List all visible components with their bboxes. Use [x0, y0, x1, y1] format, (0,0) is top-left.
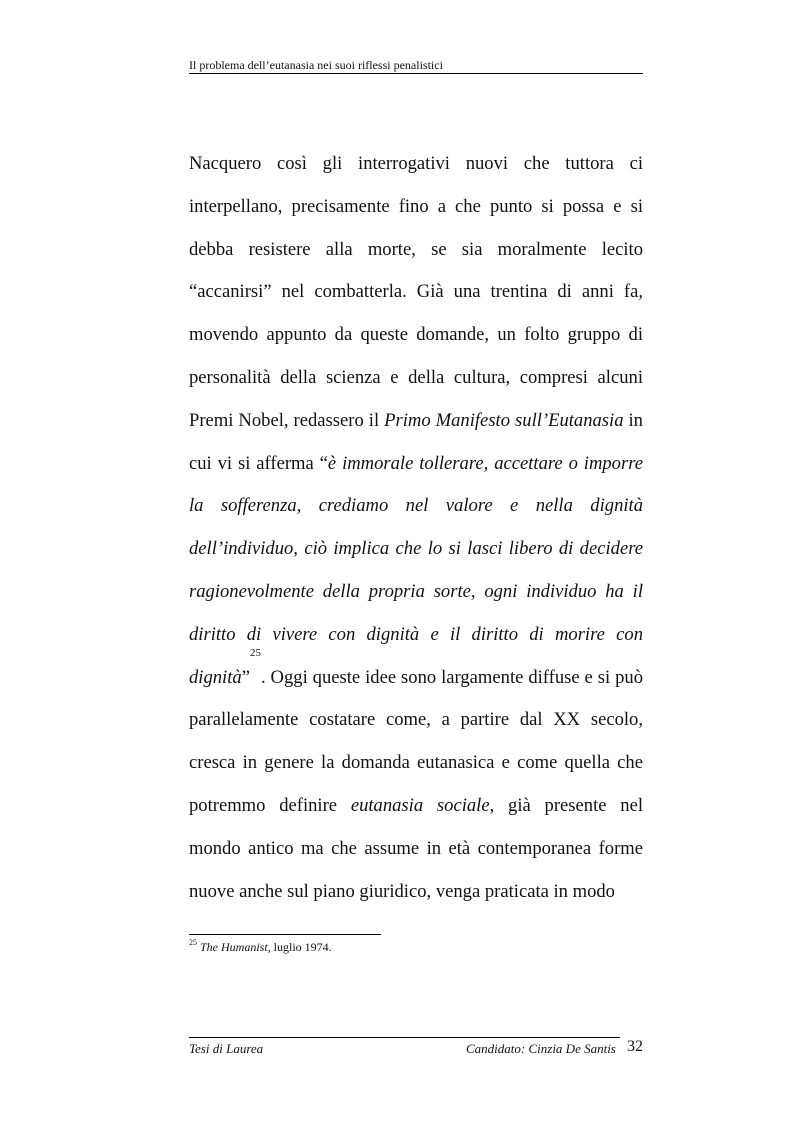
- footnote-source: The Humanist: [200, 940, 268, 954]
- footnote-detail: , luglio 1974.: [267, 940, 332, 954]
- body-text-segment: , già presente nel mondo antico ma che assume in età contemporanea forme nuove anche sul piano giuridico, venga praticata in modo: [189, 794, 643, 902]
- body-text-segment: in cui vi si afferma “: [189, 409, 643, 474]
- footer-rule: [189, 1037, 620, 1038]
- term-eutanasia-sociale: eutanasia sociale: [350, 794, 490, 816]
- footer-thesis-label: Tesi di Laurea: [189, 1041, 264, 1056]
- footer-candidate: Candidato: Cinzia De Santis: [466, 1041, 616, 1056]
- body-paragraph: [189, 143, 643, 913]
- running-header: Il problema dell’eutanasia nei suoi riflessi penalistici: [189, 58, 443, 72]
- footnote-number: 25: [189, 938, 197, 947]
- footnote-rule: [189, 934, 381, 935]
- footnote-reference: 25: [249, 646, 261, 659]
- page-number: 32: [627, 1038, 643, 1055]
- body-text-segment: Nacquero così gli interrogativi nuovi che tuttora ci interpellano, precisamente fino a che punto si possa e si debba resistere alla morte, se sia moralmente lecito “accanirsi” nel combatterla. Già una trentina di anni fa, movendo appunto da queste domande, un folto gruppo di personalità della scienza e della cultura, compresi alcuni Premi Nobel, redassero il: [189, 153, 643, 431]
- manifesto-title: Primo Manifesto sull’Eutanasia: [384, 409, 624, 431]
- body-text-segment: . Oggi queste idee sono largamente diffuse e si può parallelamente costatare come, a partire dal XX secolo, cresca in genere la domanda eutanasica e come quella che potremmo definire: [189, 666, 643, 816]
- footnote: [189, 940, 332, 955]
- body-text-segment: ”: [241, 666, 250, 688]
- header-rule: [189, 73, 643, 74]
- manifesto-quote: è immorale tollerare, accettare o imporre la sofferenza, crediamo nel valore e nella dignità dell’individuo, ciò implica che lo si lasci libero di decidere ragionevolmente della propria sorte, ogni individuo ha il diritto di vivere con dignità e il diritto di morire con dignità: [189, 452, 644, 688]
